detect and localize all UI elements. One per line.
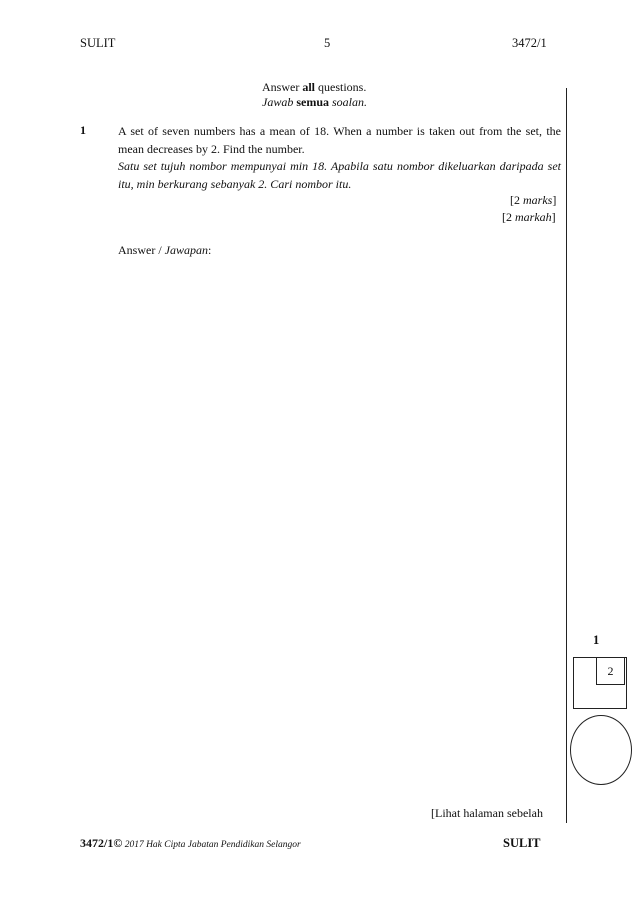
margin-question-number: 1 <box>593 633 600 647</box>
answer-label-colon: : <box>208 243 212 257</box>
question-text-malay: Satu set tujuh nombor mempunyai min 18. Apabila satu nombor dikeluarkan daripada set itu, min berkurang sebanyak 2. Cari nombor itu. <box>118 159 561 191</box>
header-paper-code: 3472/1 <box>512 36 547 50</box>
instructions-ms-prefix: Jawab <box>262 95 297 109</box>
marks-en-open: [2 <box>510 193 523 207</box>
footer-paper-code: 3472/1 <box>80 836 114 850</box>
max-marks-box: 2 <box>596 657 625 685</box>
copyright-symbol: © <box>113 836 123 850</box>
instructions-malay <box>262 95 367 110</box>
answer-label <box>118 243 211 258</box>
next-page-note: [Lihat halaman sebelah <box>431 806 543 820</box>
footer-sulit: SULIT <box>503 836 541 850</box>
margin-rule <box>566 88 567 823</box>
footer-copyright <box>80 836 301 851</box>
copyright-text: 2017 Hak Cipta Jabatan Pendidikan Selangor <box>122 840 301 850</box>
question-text-english: A set of seven numbers has a mean of 18. When a number is taken out from the set, the mean decreases by 2. Find the number. <box>118 124 561 156</box>
marks-ms-close: ] <box>551 210 556 224</box>
answer-label-ms: Jawapan <box>164 243 209 257</box>
marks-awarded-circle <box>570 715 632 785</box>
question-body <box>118 123 561 193</box>
page-number: 5 <box>324 36 331 50</box>
instructions-ms-suffix: soalan. <box>329 95 368 109</box>
marks-malay <box>502 210 556 225</box>
instructions-ms-bold: semua <box>296 95 330 109</box>
instructions <box>262 80 367 110</box>
instructions-en-bold: all <box>302 80 315 94</box>
question-number: 1 <box>80 123 86 137</box>
answer-area[interactable] <box>118 265 558 805</box>
marks-ms-open: [2 <box>502 210 515 224</box>
header-sulit: SULIT <box>80 36 116 50</box>
instructions-english <box>262 80 367 95</box>
answer-label-en: Answer / <box>118 243 165 257</box>
instructions-en-suffix: questions. <box>315 80 367 94</box>
marks-ms-word: markah <box>515 210 552 224</box>
marks-english <box>510 193 556 208</box>
marks-en-word: marks <box>523 193 553 207</box>
marks-en-close: ] <box>552 193 557 207</box>
instructions-en-prefix: Answer <box>262 80 303 94</box>
